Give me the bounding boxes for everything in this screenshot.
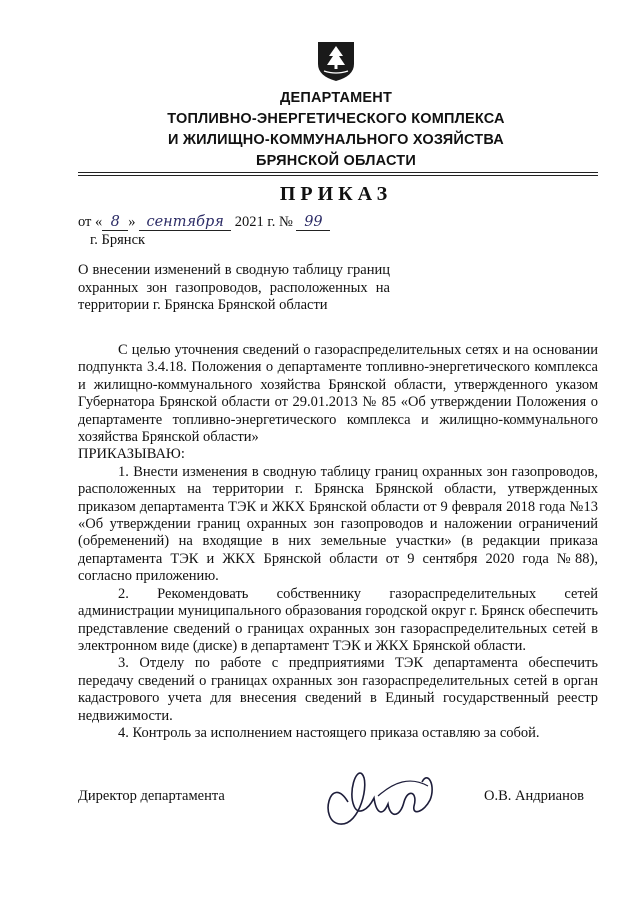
preamble-paragraph: С целью уточнения сведений о газораспределительных сетях и на основании подпункта 3.4.18. Положения о департаменте топливно-энергетического комплекса и жилищно-коммунального хозяйства Брянской области, утвержденного указом Губернатора Брянской области от 29.01.2013 № 85 «Об утверждении Положения о департаменте топливно-энергетического комплекса и жилищно-коммунального хозяйства Брянской области» — [78, 342, 598, 446]
quote-close: » — [128, 214, 136, 230]
coat-of-arms-icon — [316, 40, 356, 82]
department-line: И ЖИЛИЩНО-КОММУНАЛЬНОГО ХОЗЯЙСТВА — [168, 132, 504, 148]
order-year: 2021 г. — [234, 214, 276, 230]
order-item: 3. Отделу по работе с предприятиями ТЭК департамента обеспечить передачу сведений о границах охранных зон газораспределительных сетей в орган кадастрового учета для внесения сведений в Единый государственный реестр недвижимости. — [78, 655, 598, 724]
signatory-position: Директор департамента — [78, 788, 225, 804]
quote-open: « — [95, 214, 103, 230]
order-date-number — [78, 214, 330, 231]
order-item: 1. Внести изменения в сводную таблицу границ охранных зон газопроводов, расположенных на территории г. Брянска Брянской области, утвержденных приказом департамента ТЭК и ЖКХ Брянской области от 9 февраля 2018 года №13 «Об утверждении границ охранных зон газопроводов и наложении ограничений (обременений) на входящие в них земельные участки» (в редакции приказа департамента ТЭК и ЖКХ Брянской области от 9 сентября 2020 года №88), согласно приложению. — [78, 463, 598, 585]
order-subject: О внесении изменений в сводную таблицу границ охранных зон газопроводов, расположенных на территории г. Брянска Брянской области — [78, 262, 390, 313]
number-sign: № — [278, 214, 293, 230]
department-line: ТОПЛИВНО-ЭНЕРГЕТИЧЕСКОГО КОМПЛЕКСА — [167, 111, 505, 127]
order-city: г. Брянск — [90, 232, 146, 248]
order-month: сентября — [139, 215, 231, 231]
department-line: ДЕПАРТАМЕНТ — [279, 90, 393, 106]
order-item: 4. Контроль за исполнением настоящего приказа оставляю за собой. — [118, 724, 540, 741]
header-rule-bottom — [78, 175, 598, 176]
handwritten-signature — [318, 762, 468, 832]
order-word: ПРИКАЗЫВАЮ: — [78, 446, 185, 463]
order-day: 8 — [102, 215, 128, 231]
department-line: БРЯНСКОЙ ОБЛАСТИ — [256, 153, 416, 169]
order-body — [78, 342, 598, 742]
document-title: ПРИКАЗ — [279, 183, 393, 205]
order-number: 99 — [296, 215, 330, 231]
department-header — [0, 88, 640, 172]
header-rule-top — [78, 172, 598, 173]
from-word: от — [78, 214, 92, 230]
order-item: 2. Рекомендовать собственнику газораспределительных сетей администрации муниципального образования городской округ г. Брянск обеспечить представление сведений о границах охранных зон газораспределительных сетей в электронном виде (диске) в департамент ТЭК и ЖКХ Брянской области. — [78, 585, 598, 654]
signatory-name: О.В. Андрианов — [484, 788, 584, 804]
